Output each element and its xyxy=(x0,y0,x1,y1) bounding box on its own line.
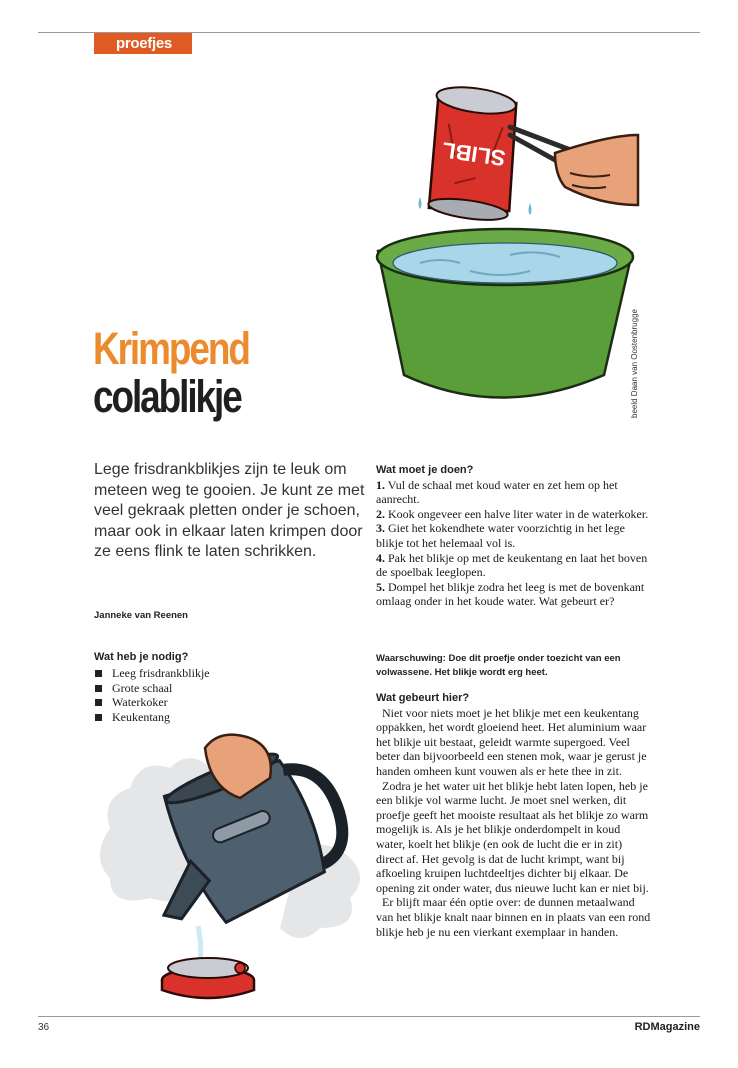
steps-heading: Wat moet je doen? xyxy=(376,464,474,476)
step-text: Vul de schaal met koud water en zet hem op het aanrecht. xyxy=(376,477,618,507)
materials-item: Grote schaal xyxy=(94,681,354,696)
magazine-name: RDMagazine xyxy=(634,1021,700,1033)
bottom-rule xyxy=(38,1016,700,1017)
explanation-paragraph: Niet voor niets moet je het blikje met een keukentang oppakken, het wordt gloeiend heet. Het aluminium waar het blikje uit bestaat, geleidt warmte supergoed. Veel beter dan bijvoorbeeld een stenen mok, waar je gerust je handen omheen kunt vouwen als er hete thee in zit. xyxy=(376,705,647,778)
step-number: 1. xyxy=(376,477,385,492)
materials-heading: Wat heb je nodig? xyxy=(94,651,189,663)
crushed-can-shape xyxy=(420,83,525,224)
small-can-shape xyxy=(162,958,254,998)
illustration-credit: beeld Daan van Oostenbrugge xyxy=(630,309,639,418)
step-item xyxy=(376,507,652,522)
step-item xyxy=(376,478,652,507)
step-item xyxy=(376,521,652,550)
steps-section xyxy=(376,463,652,609)
explanation-paragraph: Zodra je het water uit het blikje hebt laten lopen, heb je een blikje vol warme lucht. Je moet snel werken, dit proefje geeft het mooiste resultaat als het blikje zo warm mogelijk is. Als je het blikje onderdompelt in koud water, koelt het blikje (en ook de lucht die er in zit) direct af. Het gevolg is dat de lucht krimpt, want bij afkoeling kruipen luchtdeeltjes dichter bij elkaar. De opening zit onder water, dus nieuwe lucht kan er niet bij. xyxy=(376,778,649,895)
step-item xyxy=(376,580,652,609)
explanation-section xyxy=(376,691,652,939)
step-number: 5. xyxy=(376,579,385,594)
materials-section xyxy=(94,651,354,724)
explanation-paragraph: Er blijft maar één optie over: de dunnen metaalwand van het blikje knalt naar binnen en in plaats van een rond blikje heb je nu een vierkant exemplaar in handen. xyxy=(376,895,651,939)
step-text: Dompel het blikje zodra het leeg is met de bovenkant omlaag onder in het koude water. Wat gebeurt er? xyxy=(376,579,645,609)
step-text: Pak het blikje op met de keukentang en laat het boven de spoelbak leeglopen. xyxy=(376,550,648,580)
step-number: 3. xyxy=(376,521,385,536)
section-tag: proefjes xyxy=(94,33,192,54)
materials-item: Keukentang xyxy=(94,710,354,725)
explanation-heading: Wat gebeurt hier? xyxy=(376,692,470,704)
kettle-illustration xyxy=(100,728,370,1000)
can-label-text: SLIBL xyxy=(440,137,507,171)
step-text: Kook ongeveer een halve liter water in de waterkoker. xyxy=(385,506,649,521)
step-text: Giet het kokendhete water voorzichtig in het lege blikje tot het helemaal vol is. xyxy=(376,521,625,550)
can-bowl-illustration xyxy=(360,75,640,415)
page-number: 36 xyxy=(38,1022,50,1033)
materials-item: Leeg frisdrankblikje xyxy=(94,666,354,681)
intro-paragraph: Lege frisdrankblikjes zijn te leuk om meteen weg te gooien. Je kunt ze met veel gekraak pletten onder je schoen, maar ook in elkaar laten krimpen door ze eens flink te laten schrikken. xyxy=(94,461,365,560)
water-stream-shape xyxy=(198,926,201,960)
author-byline: Janneke van Reenen xyxy=(94,610,188,621)
water-surface-shape xyxy=(393,243,617,283)
warning-note: Waarschuwing: Doe dit proefje onder toezicht van een volwassene. Het blikje wordt erg heet. xyxy=(376,653,621,678)
materials-list xyxy=(94,666,354,724)
title-line-1: Krimpend xyxy=(93,323,249,374)
step-number: 2. xyxy=(376,506,385,521)
tongs-hand-shape xyxy=(510,127,638,205)
step-number: 4. xyxy=(376,550,385,565)
materials-item: Waterkoker xyxy=(94,695,354,710)
step-item xyxy=(376,551,652,580)
title-line-2: colablikje xyxy=(93,371,241,422)
